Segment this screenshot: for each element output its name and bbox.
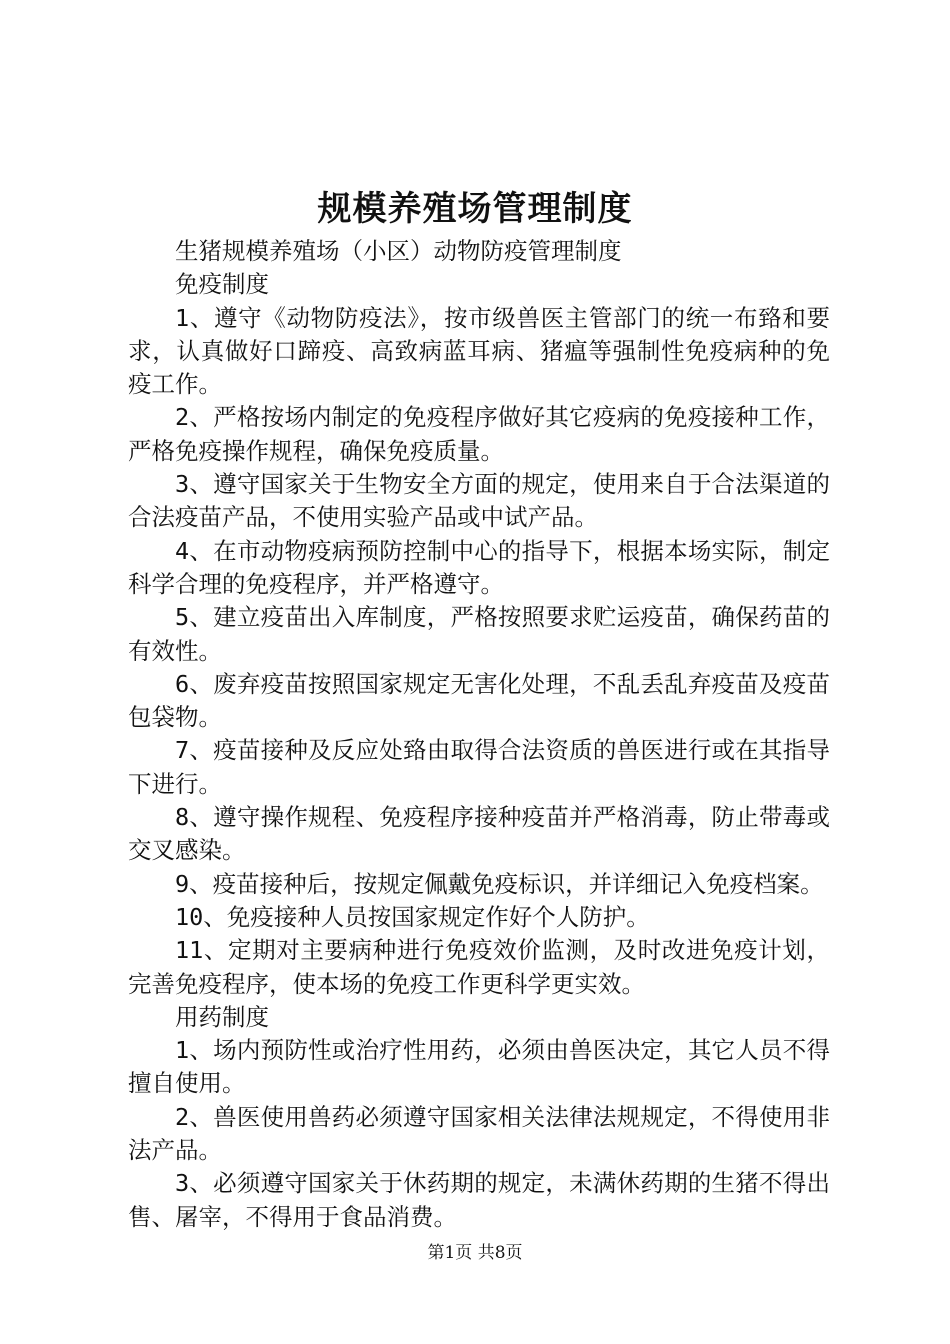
clause-medication-1: 1、场内预防性或治疗性用药，必须由兽医决定，其它人员不得擅自使用。: [128, 1036, 830, 1098]
clause-immunization-10: 10、免疫接种人员按国家规定作好个人防护。: [175, 902, 650, 931]
section-heading-medication: 用药制度: [175, 1002, 269, 1031]
clause-immunization-7: 7、疫苗接种及反应处臵由取得合法资质的兽医进行或在其指导下进行。: [128, 736, 830, 798]
clause-immunization-6: 6、废弃疫苗按照国家规定无害化处理，不乱丢乱弃疫苗及疫苗包袋物。: [128, 669, 830, 732]
clause-immunization-1: 1、遵守《动物防疫法》，按市级兽医主管部门的统一布臵和要求，认真做好口蹄疫、高致病蓝耳病、猪瘟等强制性免疫病种的免疫工作。: [128, 303, 830, 399]
document-body: [128, 235, 830, 1234]
clause-medication-3: 3、必须遵守国家关于休药期的规定，未满休药期的生猪不得出售、屠宰，不得用于食品消费。: [128, 1169, 830, 1231]
clause-immunization-5: 5、建立疫苗出入库制度，严格按照要求贮运疫苗，确保药苗的有效性。: [128, 603, 830, 665]
document-title: 规模养殖场管理制度: [317, 189, 633, 229]
clause-immunization-8: 8、遵守操作规程、免疫程序接种疫苗并严格消毒，防止带毒或交叉感染。: [128, 803, 830, 865]
document-subtitle: 生猪规模养殖场（小区）动物防疫管理制度: [175, 237, 622, 265]
clause-immunization-3: 3、遵守国家关于生物安全方面的规定，使用来自于合法渠道的合法疫苗产品，不使用实验产品或中试产品。: [128, 470, 830, 532]
section-heading-immunization: 免疫制度: [175, 270, 269, 299]
clause-medication-2: 2、兽医使用兽药必须遵守国家相关法律法规规定，不得使用非法产品。: [128, 1102, 830, 1165]
clause-immunization-4: 4、在市动物疫病预防控制中心的指导下，根据本场实际，制定科学合理的免疫程序，并严格遵守。: [128, 536, 830, 598]
clause-immunization-11: 11、定期对主要病种进行免疫效价监测，及时改进免疫计划，完善免疫程序，使本场的免疫工作更科学更实效。: [128, 936, 830, 998]
page-number-footer: 第1页 共8页: [427, 1243, 523, 1263]
clause-immunization-9: 9、疫苗接种后，按规定佩戴免疫标识，并详细记入免疫档案。: [175, 869, 824, 898]
clause-immunization-2: 2、严格按场内制定的免疫程序做好其它疫病的免疫接种工作，严格免疫操作规程，确保免疫质量。: [128, 403, 830, 465]
